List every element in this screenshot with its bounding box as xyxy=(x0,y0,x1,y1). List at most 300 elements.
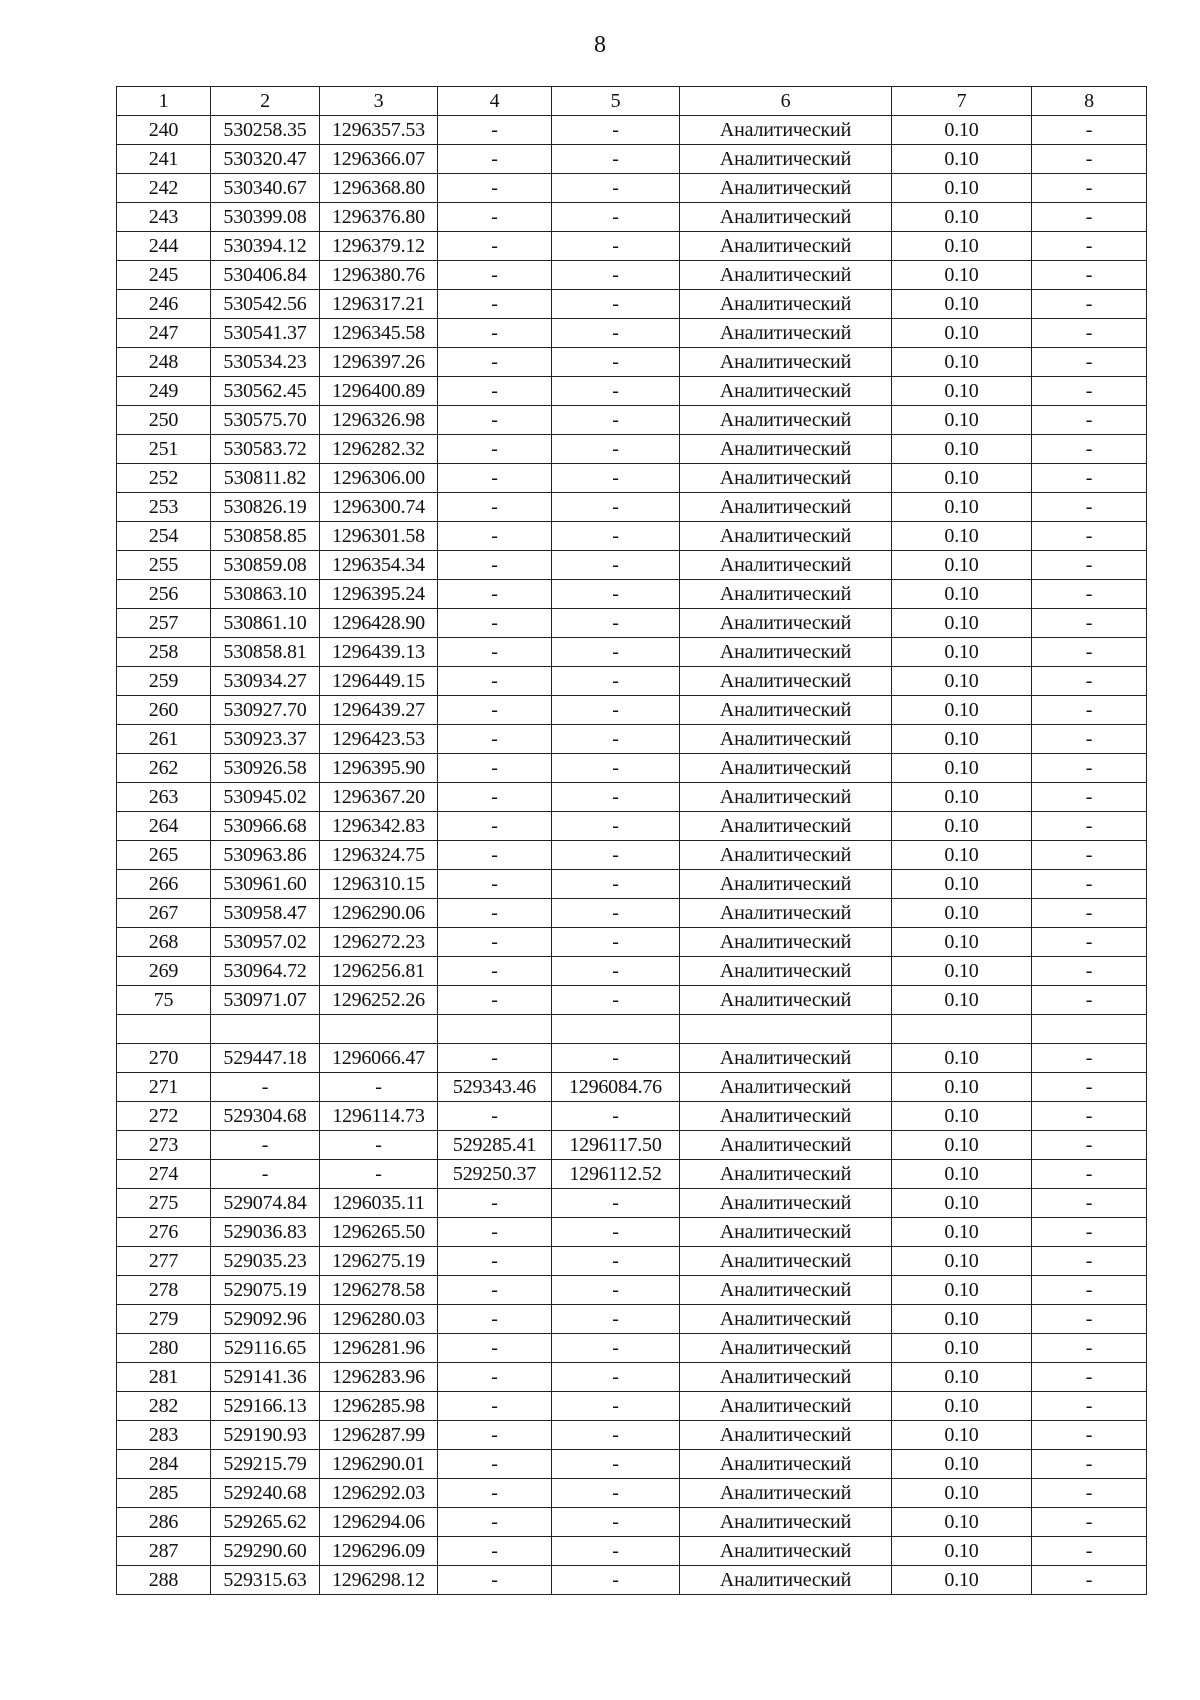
table-cell-col-6: Аналитический xyxy=(680,348,892,377)
table-cell-col-2: 529290.60 xyxy=(211,1537,320,1566)
table-cell-col-1 xyxy=(117,1015,211,1044)
table-cell-col-1: 270 xyxy=(117,1044,211,1073)
table-cell-col-3: 1296400.89 xyxy=(320,377,438,406)
table-cell-col-2: 530811.82 xyxy=(211,464,320,493)
table-cell-col-3: - xyxy=(320,1131,438,1160)
table-cell-col-2: 530966.68 xyxy=(211,812,320,841)
table-cell-col-4: - xyxy=(438,1566,552,1595)
table-cell-col-2: 530583.72 xyxy=(211,435,320,464)
table-cell-col-4: 529250.37 xyxy=(438,1160,552,1189)
table-cell-col-8: - xyxy=(1032,1305,1147,1334)
table-cell-col-7: 0.10 xyxy=(892,406,1032,435)
table-cell-col-1: 254 xyxy=(117,522,211,551)
table-cell-col-2: 530961.60 xyxy=(211,870,320,899)
table-row xyxy=(117,261,1147,290)
table-cell-col-8: - xyxy=(1032,696,1147,725)
table-cell-col-1: 75 xyxy=(117,986,211,1015)
table-cell-col-3: 1296379.12 xyxy=(320,232,438,261)
table-cell-col-8: - xyxy=(1032,1363,1147,1392)
table-cell-col-3: 1296368.80 xyxy=(320,174,438,203)
table-cell-col-4: - xyxy=(438,464,552,493)
table-cell-col-1: 257 xyxy=(117,609,211,638)
table-row xyxy=(117,841,1147,870)
table-cell-col-8: - xyxy=(1032,841,1147,870)
table-cell-col-1: 252 xyxy=(117,464,211,493)
table-cell-col-7: 0.10 xyxy=(892,1334,1032,1363)
table-cell-col-3: 1296280.03 xyxy=(320,1305,438,1334)
table-cell-col-5: - xyxy=(552,928,680,957)
table-cell-col-5: 1296117.50 xyxy=(552,1131,680,1160)
table-cell-col-3: 1296423.53 xyxy=(320,725,438,754)
table-cell-col-8: - xyxy=(1032,1044,1147,1073)
table-cell-col-1: 251 xyxy=(117,435,211,464)
table-cell-col-6: Аналитический xyxy=(680,232,892,261)
table-cell-col-8: - xyxy=(1032,116,1147,145)
table-cell-col-8: - xyxy=(1032,1392,1147,1421)
table-cell-col-8: - xyxy=(1032,1334,1147,1363)
table-cell-col-2: 529092.96 xyxy=(211,1305,320,1334)
table-row xyxy=(117,1479,1147,1508)
table-cell-col-2: 529240.68 xyxy=(211,1479,320,1508)
table-cell-col-1: 262 xyxy=(117,754,211,783)
table-cell-col-8: - xyxy=(1032,609,1147,638)
table-row xyxy=(117,1421,1147,1450)
table-cell-col-3: 1296345.58 xyxy=(320,319,438,348)
table-cell-col-6: Аналитический xyxy=(680,754,892,783)
table-cell-col-2: 529315.63 xyxy=(211,1566,320,1595)
table-cell-col-6: Аналитический xyxy=(680,725,892,754)
table-cell-col-6: Аналитический xyxy=(680,957,892,986)
table-cell-col-6: Аналитический xyxy=(680,1479,892,1508)
table-cell-col-1: 241 xyxy=(117,145,211,174)
table-cell-col-4: - xyxy=(438,1305,552,1334)
table-cell-col-4 xyxy=(438,1015,552,1044)
table-cell-col-7: 0.10 xyxy=(892,986,1032,1015)
table-cell-col-1: 283 xyxy=(117,1421,211,1450)
table-cell-col-6: Аналитический xyxy=(680,1566,892,1595)
table-cell-col-4: - xyxy=(438,1363,552,1392)
table-row xyxy=(117,1334,1147,1363)
table-cell-col-4: - xyxy=(438,435,552,464)
table-cell-col-8: - xyxy=(1032,464,1147,493)
table-cell-col-8: - xyxy=(1032,319,1147,348)
table-cell-col-7: 0.10 xyxy=(892,464,1032,493)
table-cell-col-4: - xyxy=(438,696,552,725)
table-cell-col-4: - xyxy=(438,754,552,783)
table-cell-col-2: 530958.47 xyxy=(211,899,320,928)
table-cell-col-5: - xyxy=(552,145,680,174)
table-cell-col-1: 263 xyxy=(117,783,211,812)
table-row xyxy=(117,174,1147,203)
table-cell-col-4: - xyxy=(438,1276,552,1305)
table-cell-col-7: 0.10 xyxy=(892,899,1032,928)
table-cell-col-6: Аналитический xyxy=(680,580,892,609)
table-cell-col-3: 1296357.53 xyxy=(320,116,438,145)
table-cell-col-8: - xyxy=(1032,725,1147,754)
table-cell-col-1: 271 xyxy=(117,1073,211,1102)
table-cell-col-1: 287 xyxy=(117,1537,211,1566)
table-cell-col-5: - xyxy=(552,725,680,754)
column-header-8: 8 xyxy=(1032,87,1147,116)
table-cell-col-3: 1296439.27 xyxy=(320,696,438,725)
table-cell-col-4: - xyxy=(438,899,552,928)
table-row xyxy=(117,1392,1147,1421)
table-cell-col-4: - xyxy=(438,580,552,609)
table-body xyxy=(117,116,1147,1595)
header-row xyxy=(117,87,1147,116)
table-cell-col-1: 260 xyxy=(117,696,211,725)
table-cell-col-1: 265 xyxy=(117,841,211,870)
table-cell-col-7: 0.10 xyxy=(892,783,1032,812)
table-cell-col-5: - xyxy=(552,435,680,464)
table-cell-col-8: - xyxy=(1032,522,1147,551)
table-cell-col-8: - xyxy=(1032,812,1147,841)
table-cell-col-1: 285 xyxy=(117,1479,211,1508)
table-cell-col-1: 277 xyxy=(117,1247,211,1276)
table-cell-col-7: 0.10 xyxy=(892,1044,1032,1073)
table-cell-col-7: 0.10 xyxy=(892,1566,1032,1595)
table-cell-col-2: 529035.23 xyxy=(211,1247,320,1276)
table-row xyxy=(117,1363,1147,1392)
table-cell-col-3: 1296326.98 xyxy=(320,406,438,435)
table-cell-col-5: - xyxy=(552,203,680,232)
table-cell-col-2: 530858.81 xyxy=(211,638,320,667)
table-cell-col-1: 250 xyxy=(117,406,211,435)
table-cell-col-7: 0.10 xyxy=(892,493,1032,522)
column-header-7: 7 xyxy=(892,87,1032,116)
table-cell-col-7: 0.10 xyxy=(892,1450,1032,1479)
table-row xyxy=(117,1508,1147,1537)
table-cell-col-6: Аналитический xyxy=(680,1131,892,1160)
table-cell-col-4: - xyxy=(438,1537,552,1566)
table-cell-col-5: - xyxy=(552,1044,680,1073)
table-cell-col-2: 530945.02 xyxy=(211,783,320,812)
table-cell-col-3: 1296301.58 xyxy=(320,522,438,551)
table-row xyxy=(117,1073,1147,1102)
table-cell-col-3: 1296281.96 xyxy=(320,1334,438,1363)
table-cell-col-6: Аналитический xyxy=(680,1160,892,1189)
table-cell-col-8: - xyxy=(1032,1073,1147,1102)
table-cell-col-8: - xyxy=(1032,1566,1147,1595)
table-cell-col-1: 275 xyxy=(117,1189,211,1218)
table-cell-col-8: - xyxy=(1032,232,1147,261)
table-row xyxy=(117,870,1147,899)
table-cell-col-2: 530542.56 xyxy=(211,290,320,319)
table-row xyxy=(117,928,1147,957)
table-cell-col-5: 1296112.52 xyxy=(552,1160,680,1189)
table-cell-col-6: Аналитический xyxy=(680,174,892,203)
table-cell-col-8: - xyxy=(1032,551,1147,580)
table-cell-col-2: 529141.36 xyxy=(211,1363,320,1392)
table-cell-col-5: - xyxy=(552,1189,680,1218)
table-cell-col-3: 1296366.07 xyxy=(320,145,438,174)
table-cell-col-5: - xyxy=(552,1247,680,1276)
table-cell-col-5: - xyxy=(552,261,680,290)
table-cell-col-1: 243 xyxy=(117,203,211,232)
table-cell-col-4: - xyxy=(438,812,552,841)
table-cell-col-7: 0.10 xyxy=(892,1421,1032,1450)
table-cell-col-1: 267 xyxy=(117,899,211,928)
table-cell-col-7: 0.10 xyxy=(892,957,1032,986)
table-cell-col-3: 1296290.01 xyxy=(320,1450,438,1479)
table-row xyxy=(117,319,1147,348)
table-cell-col-1: 278 xyxy=(117,1276,211,1305)
table-cell-col-4: - xyxy=(438,203,552,232)
table-cell-col-8: - xyxy=(1032,1450,1147,1479)
table-cell-col-3: 1296294.06 xyxy=(320,1508,438,1537)
table-cell-col-6: Аналитический xyxy=(680,899,892,928)
table-cell-col-1: 274 xyxy=(117,1160,211,1189)
table-row xyxy=(117,1537,1147,1566)
table-cell-col-5: - xyxy=(552,348,680,377)
table-cell-col-5: - xyxy=(552,116,680,145)
table-cell-col-8 xyxy=(1032,1015,1147,1044)
table-row xyxy=(117,638,1147,667)
table-cell-col-5: - xyxy=(552,1479,680,1508)
table-row xyxy=(117,812,1147,841)
table-cell-col-3: 1296035.11 xyxy=(320,1189,438,1218)
table-header xyxy=(117,87,1147,116)
table-cell-col-1: 248 xyxy=(117,348,211,377)
table-row xyxy=(117,145,1147,174)
table-cell-col-2: 530861.10 xyxy=(211,609,320,638)
column-header-1: 1 xyxy=(117,87,211,116)
table-cell-col-2: 529190.93 xyxy=(211,1421,320,1450)
table-row xyxy=(117,1566,1147,1595)
table-row xyxy=(117,1247,1147,1276)
table-row xyxy=(117,1044,1147,1073)
table-cell-col-8: - xyxy=(1032,1537,1147,1566)
table-cell-col-5: - xyxy=(552,1392,680,1421)
table-cell-col-3: 1296324.75 xyxy=(320,841,438,870)
table-cell-col-1: 259 xyxy=(117,667,211,696)
table-cell-col-5: - xyxy=(552,1276,680,1305)
table-cell-col-5: - xyxy=(552,551,680,580)
table-cell-col-6: Аналитический xyxy=(680,406,892,435)
table-cell-col-6: Аналитический xyxy=(680,145,892,174)
table-cell-col-2: 530934.27 xyxy=(211,667,320,696)
table-cell-col-6: Аналитический xyxy=(680,493,892,522)
table-cell-col-5: - xyxy=(552,464,680,493)
table-cell-col-3: 1296285.98 xyxy=(320,1392,438,1421)
table-cell-col-2: 530399.08 xyxy=(211,203,320,232)
table-cell-col-8: - xyxy=(1032,783,1147,812)
table-cell-col-1: 258 xyxy=(117,638,211,667)
table-cell-col-7: 0.10 xyxy=(892,1189,1032,1218)
table-cell-col-2: 529074.84 xyxy=(211,1189,320,1218)
table-cell-col-3: 1296296.09 xyxy=(320,1537,438,1566)
table-cell-col-4: - xyxy=(438,116,552,145)
table-cell-col-6: Аналитический xyxy=(680,1450,892,1479)
table-cell-col-3: 1296395.90 xyxy=(320,754,438,783)
table-row xyxy=(117,1276,1147,1305)
table-cell-col-7: 0.10 xyxy=(892,435,1032,464)
table-row xyxy=(117,522,1147,551)
table-cell-col-2: 529036.83 xyxy=(211,1218,320,1247)
table-cell-col-2: 529304.68 xyxy=(211,1102,320,1131)
table-row xyxy=(117,493,1147,522)
table-cell-col-5: - xyxy=(552,1102,680,1131)
table-cell-col-6: Аналитический xyxy=(680,870,892,899)
table-cell-col-2: 530575.70 xyxy=(211,406,320,435)
table-cell-col-7: 0.10 xyxy=(892,1160,1032,1189)
table-cell-col-3: 1296342.83 xyxy=(320,812,438,841)
table-cell-col-6: Аналитический xyxy=(680,290,892,319)
table-cell-col-4: - xyxy=(438,609,552,638)
table-cell-col-2: 530320.47 xyxy=(211,145,320,174)
table-cell-col-4: - xyxy=(438,1508,552,1537)
table-cell-col-6: Аналитический xyxy=(680,783,892,812)
table-cell-col-3: 1296292.03 xyxy=(320,1479,438,1508)
table-cell-col-4: - xyxy=(438,841,552,870)
table-cell-col-7: 0.10 xyxy=(892,232,1032,261)
table-cell-col-4: 529285.41 xyxy=(438,1131,552,1160)
table-cell-col-7: 0.10 xyxy=(892,725,1032,754)
table-cell-col-6: Аналитический xyxy=(680,1218,892,1247)
table-cell-col-5: - xyxy=(552,290,680,319)
table-cell-col-8: - xyxy=(1032,1421,1147,1450)
table-cell-col-2: 530923.37 xyxy=(211,725,320,754)
table-cell-col-5: - xyxy=(552,667,680,696)
table-cell-col-7: 0.10 xyxy=(892,754,1032,783)
table-cell-col-6: Аналитический xyxy=(680,1189,892,1218)
table-cell-col-4: - xyxy=(438,1450,552,1479)
table-cell-col-8: - xyxy=(1032,667,1147,696)
table-cell-col-6: Аналитический xyxy=(680,116,892,145)
table-cell-col-4: - xyxy=(438,551,552,580)
table-cell-col-1: 247 xyxy=(117,319,211,348)
table-cell-col-3: 1296354.34 xyxy=(320,551,438,580)
table-cell-col-2: 530858.85 xyxy=(211,522,320,551)
table-cell-col-4: - xyxy=(438,522,552,551)
table-cell-col-1: 255 xyxy=(117,551,211,580)
table-row xyxy=(117,609,1147,638)
table-row xyxy=(117,696,1147,725)
table-cell-col-7: 0.10 xyxy=(892,1363,1032,1392)
table-cell-col-5: - xyxy=(552,696,680,725)
table-cell-col-1: 266 xyxy=(117,870,211,899)
table-row xyxy=(117,1160,1147,1189)
table-cell-col-4: - xyxy=(438,348,552,377)
table-cell-col-2: 530826.19 xyxy=(211,493,320,522)
table-cell-col-4: - xyxy=(438,928,552,957)
table-cell-col-3: - xyxy=(320,1160,438,1189)
table-cell-col-7: 0.10 xyxy=(892,1131,1032,1160)
table-cell-col-1: 264 xyxy=(117,812,211,841)
table-cell-col-1: 256 xyxy=(117,580,211,609)
table-cell-col-5: - xyxy=(552,1537,680,1566)
table-cell-col-6: Аналитический xyxy=(680,435,892,464)
table-cell-col-6: Аналитический xyxy=(680,1537,892,1566)
table-cell-col-8: - xyxy=(1032,899,1147,928)
table-cell-col-4: - xyxy=(438,261,552,290)
table-cell-col-7: 0.10 xyxy=(892,551,1032,580)
table-cell-col-7: 0.10 xyxy=(892,1073,1032,1102)
table-cell-col-3: 1296300.74 xyxy=(320,493,438,522)
table-cell-col-3: 1296449.15 xyxy=(320,667,438,696)
table-cell-col-6: Аналитический xyxy=(680,464,892,493)
table-cell-col-8: - xyxy=(1032,203,1147,232)
table-cell-col-3: 1296114.73 xyxy=(320,1102,438,1131)
table-cell-col-4: - xyxy=(438,870,552,899)
table-cell-col-3: 1296395.24 xyxy=(320,580,438,609)
table-row xyxy=(117,667,1147,696)
table-cell-col-8: - xyxy=(1032,638,1147,667)
table-cell-col-7: 0.10 xyxy=(892,116,1032,145)
table-cell-col-7: 0.10 xyxy=(892,174,1032,203)
table-cell-col-6: Аналитический xyxy=(680,1392,892,1421)
table-cell-col-7: 0.10 xyxy=(892,928,1032,957)
table-cell-col-8: - xyxy=(1032,870,1147,899)
table-cell-col-2: 530562.45 xyxy=(211,377,320,406)
coordinates-table xyxy=(116,86,1147,1595)
table-cell-col-6: Аналитический xyxy=(680,986,892,1015)
table-cell-col-8: - xyxy=(1032,754,1147,783)
table-cell-col-7: 0.10 xyxy=(892,522,1032,551)
table-cell-col-6: Аналитический xyxy=(680,1305,892,1334)
table-cell-col-7 xyxy=(892,1015,1032,1044)
table-cell-col-1: 249 xyxy=(117,377,211,406)
table-cell-col-5: - xyxy=(552,638,680,667)
table-cell-col-1: 245 xyxy=(117,261,211,290)
table-cell-col-4: - xyxy=(438,1479,552,1508)
table-cell-col-2: 530859.08 xyxy=(211,551,320,580)
table-cell-col-7: 0.10 xyxy=(892,841,1032,870)
table-cell-col-2: - xyxy=(211,1073,320,1102)
table-cell-col-5: - xyxy=(552,1566,680,1595)
table-cell-col-7: 0.10 xyxy=(892,1537,1032,1566)
table-cell-col-6: Аналитический xyxy=(680,551,892,580)
table-row xyxy=(117,348,1147,377)
table-cell-col-3: 1296317.21 xyxy=(320,290,438,319)
table-cell-col-8: - xyxy=(1032,928,1147,957)
column-header-3: 3 xyxy=(320,87,438,116)
table-cell-col-3: 1296397.26 xyxy=(320,348,438,377)
table-cell-col-7: 0.10 xyxy=(892,203,1032,232)
table-cell-col-2: 530258.35 xyxy=(211,116,320,145)
column-header-5: 5 xyxy=(552,87,680,116)
table-cell-col-5: - xyxy=(552,377,680,406)
table-cell-col-7: 0.10 xyxy=(892,261,1032,290)
table-cell-col-4: - xyxy=(438,986,552,1015)
table-cell-col-1: 273 xyxy=(117,1131,211,1160)
table-row xyxy=(117,435,1147,464)
table-cell-col-8: - xyxy=(1032,377,1147,406)
table-cell-col-8: - xyxy=(1032,1479,1147,1508)
table-cell-col-7: 0.10 xyxy=(892,319,1032,348)
table-cell-col-6: Аналитический xyxy=(680,638,892,667)
table-cell-col-5: - xyxy=(552,232,680,261)
table-cell-col-3: 1296256.81 xyxy=(320,957,438,986)
table-cell-col-2: - xyxy=(211,1160,320,1189)
table-row xyxy=(117,957,1147,986)
table-cell-col-4: - xyxy=(438,667,552,696)
table-cell-col-7: 0.10 xyxy=(892,377,1032,406)
table-cell-col-3 xyxy=(320,1015,438,1044)
table-cell-col-5: - xyxy=(552,1421,680,1450)
table-row xyxy=(117,783,1147,812)
table-cell-col-2: 529075.19 xyxy=(211,1276,320,1305)
table-cell-col-2: - xyxy=(211,1131,320,1160)
table-cell-col-5: - xyxy=(552,174,680,203)
table-cell-col-1: 284 xyxy=(117,1450,211,1479)
table-cell-col-8: - xyxy=(1032,1508,1147,1537)
table-cell-col-4: - xyxy=(438,725,552,754)
table-cell-col-8: - xyxy=(1032,580,1147,609)
table-cell-col-2: 530926.58 xyxy=(211,754,320,783)
table-cell-col-8: - xyxy=(1032,145,1147,174)
table-cell-col-8: - xyxy=(1032,435,1147,464)
